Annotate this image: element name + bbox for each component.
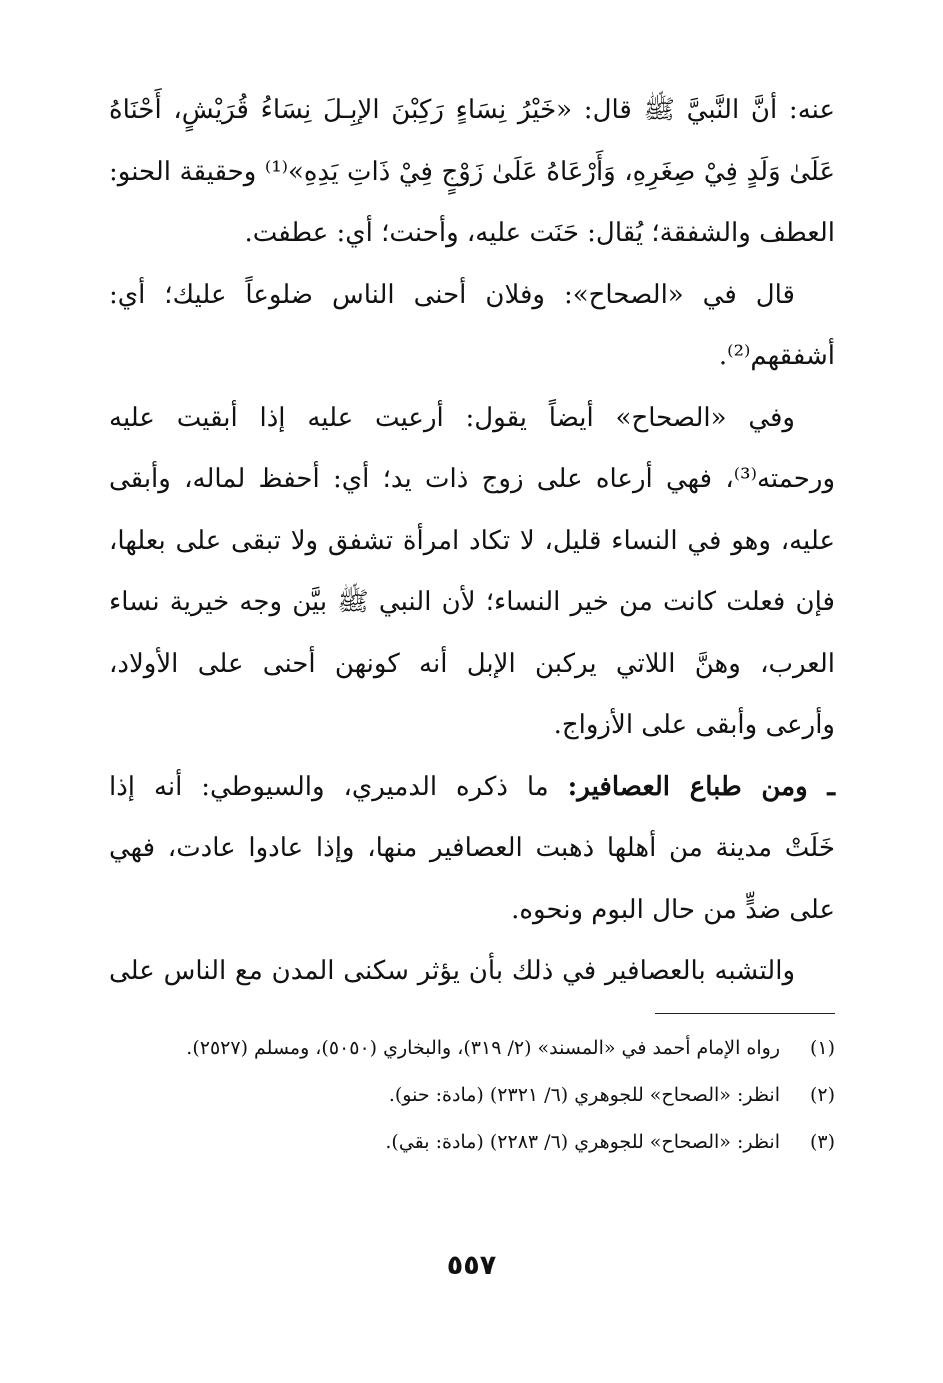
paragraph-3 bbox=[109, 388, 835, 757]
text-line: عَلَىٰ وَلَدٍ فِيْ صِغَرِهِ، وَأَرْعَاهُ عَلَىٰ زَوْجٍ فِيْ ذَاتِ يَدِهِ»⁽¹⁾ وحقيقة الحنو: bbox=[109, 156, 835, 187]
text-line: خَلَتْ مدينة من أهلها ذهبت العصافير منها، وإذا عادوا عادت، فهي bbox=[109, 833, 835, 863]
section-lead: ـ ومن طباع العصافير: bbox=[567, 771, 835, 802]
footnotes bbox=[107, 1035, 835, 1176]
text-line: والتشبه بالعصافير في ذلك بأن يؤثر سكنى المدن مع الناس على bbox=[109, 956, 795, 986]
footnote-text: رواه الإمام أحمد في «المسند» (٢/ ٣١٩)، والبخاري (٥٠٥٠)، ومسلم (٢٥٢٧). bbox=[186, 1037, 780, 1059]
text-line: عليه، وهو في النساء قليل، لا تكاد امرأة تشفق ولا تبقى على بعلها، bbox=[109, 525, 835, 556]
text-line: وأرعى وأبقى على الأزواج. bbox=[553, 710, 835, 740]
text-line: أشفقهم⁽²⁾. bbox=[718, 341, 835, 371]
footnote-number: (٢) bbox=[809, 1084, 835, 1106]
text-fragment: ما ذكره الدميري، والسيوطي: أنه إذا bbox=[109, 771, 568, 802]
text-line bbox=[109, 757, 835, 819]
text-line: فإن فعلت كانت من خير النساء؛ لأن النبي ﷺ بيَّن وجه خيرية نساء bbox=[109, 587, 835, 617]
footnote-number: (١) bbox=[809, 1037, 835, 1059]
paragraph-5 bbox=[109, 941, 835, 1003]
text-line: ورحمته⁽³⁾، فهي أرعاه على زوج ذات يد؛ أي: أحفظ لماله، وأبقى bbox=[109, 464, 835, 494]
paragraph-4 bbox=[109, 757, 835, 942]
text-line: العرب، وهنَّ اللاتي يركبن الإبل أنه كونهن أحنى على الأولاد، bbox=[109, 648, 835, 679]
footnote-number: (٣) bbox=[809, 1131, 835, 1153]
text-line: العطف والشفقة؛ يُقال: حَنَت عليه، وأحنت؛ أي: عطفت. bbox=[244, 218, 835, 248]
footnote-text: انظر: «الصحاح» للجوهري (٦/ ٢٣٢١) (مادة: حنو). bbox=[388, 1084, 780, 1106]
text-line: وفي «الصحاح» أيضاً يقول: أرعيت عليه إذا أبقيت عليه bbox=[109, 402, 795, 433]
footnote bbox=[107, 1035, 835, 1062]
text-line: على ضدٍّ من حال البوم ونحوه. bbox=[511, 894, 835, 925]
footnote bbox=[107, 1082, 835, 1109]
footnote-separator bbox=[655, 1013, 835, 1014]
text-line: عنه: أنَّ النَّبيَّ ﷺ قال: «خَيْرُ نِسَاءٍ رَكِبْنَ الإبِـلَ نِسَاءُ قُرَيْشٍ، أَحْنَاهُ bbox=[109, 95, 835, 125]
page-number: ٥٥٧ bbox=[446, 1250, 497, 1281]
body-text bbox=[109, 80, 835, 1003]
paragraph-1 bbox=[109, 80, 835, 265]
footnote-text: انظر: «الصحاح» للجوهري (٦/ ٢٢٨٣) (مادة: بقي). bbox=[385, 1131, 780, 1153]
footnote bbox=[107, 1129, 835, 1156]
text-line: قال في «الصحاح»: وفلان أحنى الناس ضلوعاً عليك؛ أي: bbox=[109, 279, 795, 310]
paragraph-2 bbox=[109, 265, 835, 388]
